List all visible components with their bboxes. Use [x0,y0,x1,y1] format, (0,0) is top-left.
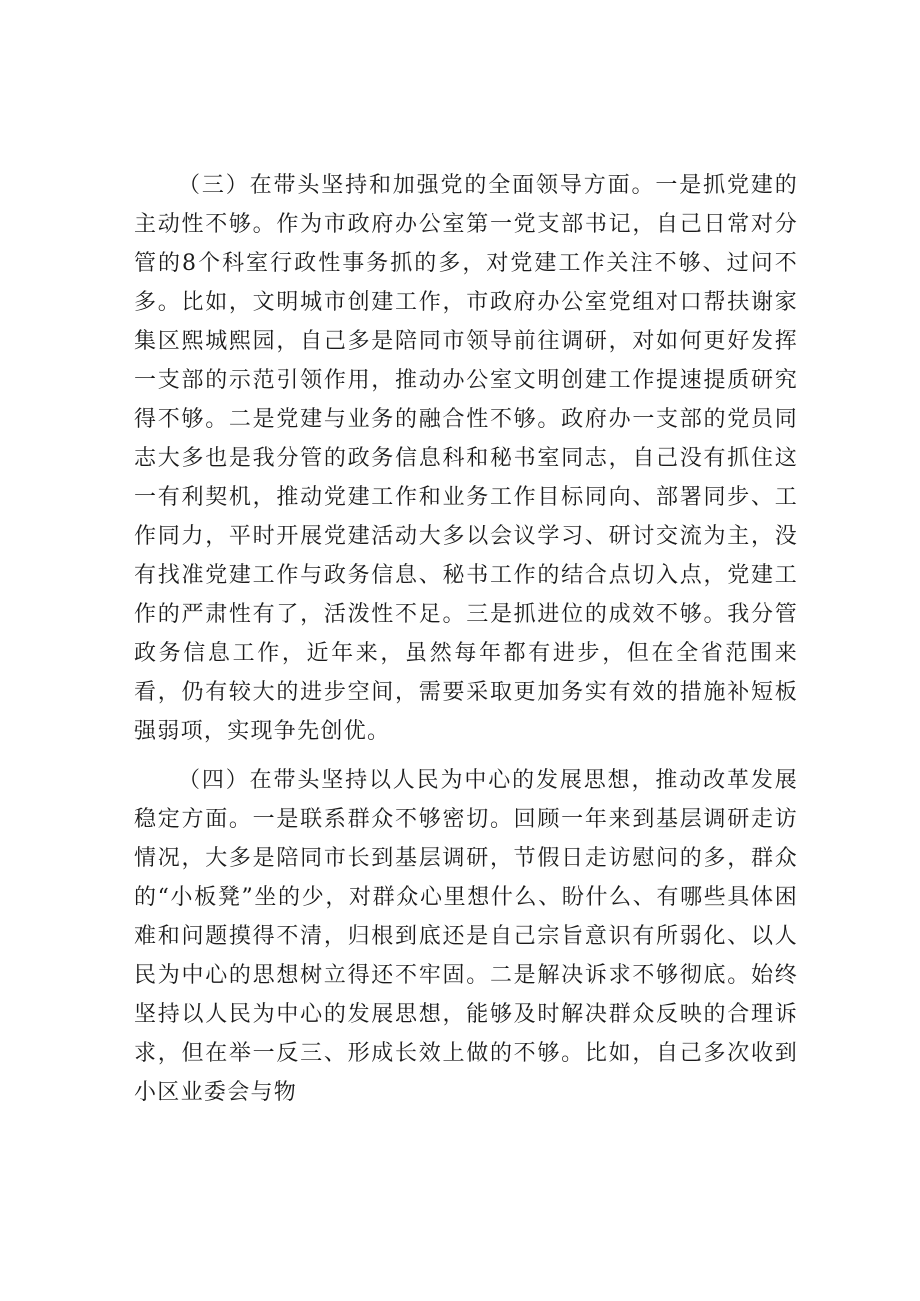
paragraph-section-three: （三）在带头坚持和加强党的全面领导方面。一是抓党建的主动性不够。作为市政府办公室第一党支部书记，自己日常对分管的8个科室行政性事务抓的多，对党建工作关注不够、过问不多。比如，文明城市创建工作，市政府办公室党组对口帮扶谢家集区熙城熙园，自己多是陪同市领导前往调研，对如何更好发挥一支部的示范引领作用，推动办公室文明创建工作提速提质研究得不够。二是党建与业务的融合性不够。政府办一支部的党员同志大多也是我分管的政务信息科和秘书室同志，自己没有抓住这一有利契机，推动党建工作和业务工作目标同向、部署同步、工作同力，平时开展党建活动大多以会议学习、研讨交流为主，没有找准党建工作与政务信息、秘书工作的结合点切入点，党建工作的严肃性有了，活泼性不足。三是抓进位的成效不够。我分管政务信息工作，近年来，虽然每年都有进步，但在全省范围来看，仍有较大的进步空间，需要采取更加务实有效的措施补短板强弱项，实现争先创优。 [134,173,798,744]
paragraph-section-four: （四）在带头坚持以人民为中心的发展思想，推动改革发展稳定方面。一是联系群众不够密切。回顾一年来到基层调研走访情况，大多是陪同市长到基层调研，节假日走访慰问的多，群众的“小板凳”坐的少，对群众心里想什么、盼什么、有哪些具体困难和问题摸得不清，归根到底还是自己宗旨意识有所弱化、以人民为中心的思想树立得还不牢固。二是解决诉求不够彻底。始终坚持以人民为中心的发展思想，能够及时解决群众反映的合理诉求，但在举一反三、形成长效上做的不够。比如，自己多次收到小区业委会与物 [134,768,798,1105]
document-body [134,166,798,1122]
